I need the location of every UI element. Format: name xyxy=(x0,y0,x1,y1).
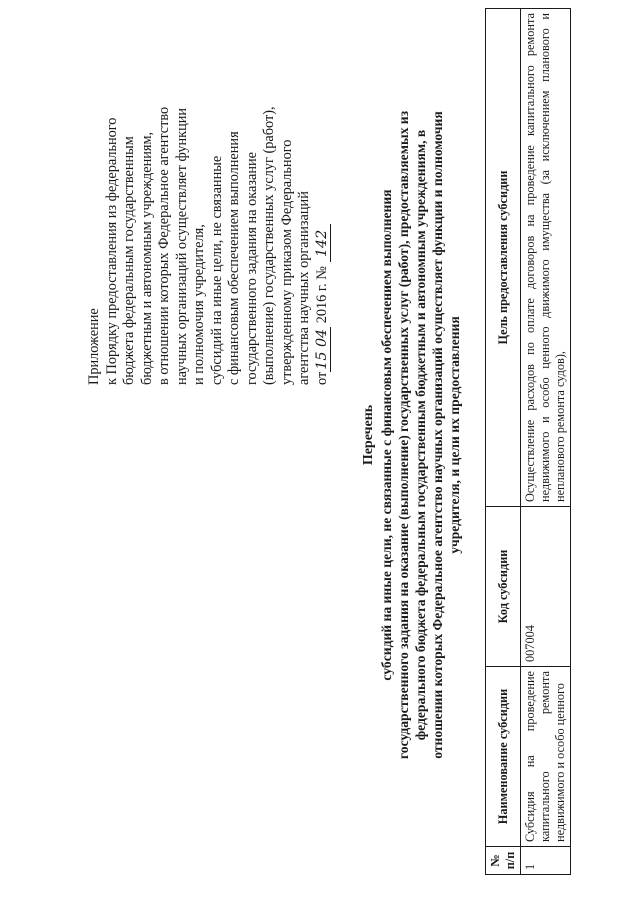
appendix-line: бюджетным и автономным учреждениям, xyxy=(138,131,155,385)
date-prefix: от xyxy=(313,371,330,385)
handwritten-order-number: 142 xyxy=(315,224,331,262)
cell-code: 007004 xyxy=(521,507,571,667)
table-row xyxy=(521,9,571,875)
appendix-line: научных организаций осуществляет функции xyxy=(173,107,190,385)
title-line: субсидий на иные цели, не связанные с финансовым обеспечением выполнения xyxy=(379,189,394,681)
appendix-line: Приложение xyxy=(86,308,102,385)
document-title xyxy=(360,0,463,875)
subsidies-table xyxy=(485,8,571,875)
header-name: Наименование субсидии xyxy=(486,667,521,847)
title-line: отношении которых Федеральное агентство научных организаций осуществляет функции и полномочия xyxy=(430,111,445,759)
appendix-line: в отношении которых Федеральное агентство xyxy=(156,106,172,385)
title-line: федерального бюджета федеральным государственным бюджетным и автономным учреждениям, в xyxy=(413,129,428,741)
title-heading: Перечень xyxy=(361,404,376,466)
order-date-line xyxy=(314,25,332,385)
appendix-line: государственного задания на оказание xyxy=(243,152,260,385)
appendix-line: утвержденному приказом Федерального xyxy=(278,139,295,385)
cell-name: Субсидия на проведение капитального ремонта недвижимого и особо ценного xyxy=(521,667,571,847)
appendix-line: (выполнение) государственных услуг (работ), xyxy=(261,106,277,385)
title-line: государственного задания на оказание (выполнение) государственных услуг (работ), предоставляемых из xyxy=(396,110,411,760)
handwritten-date: 15 04 xyxy=(313,328,330,370)
table-header-row xyxy=(486,9,521,875)
date-year: 2016 г. № xyxy=(313,266,330,324)
appendix-line: агентства научных организаций xyxy=(296,191,312,385)
header-num: № п/п xyxy=(486,847,521,875)
cell-num: 1 xyxy=(521,847,571,875)
appendix-line: и полномочия учредителя, xyxy=(191,224,207,385)
header-goal: Цель предоставления субсидии xyxy=(486,9,521,507)
appendix-block xyxy=(86,25,331,385)
appendix-line: с финансовым обеспечением выполнения xyxy=(226,131,242,385)
title-line: учредителя, и цели их предоставления xyxy=(447,316,462,554)
cell-goal: Осуществление расходов по оплате договоров на проведение капитального ремонта недвижимого и особо ценного движимого имущества (за исключением планового и непланового ремонта судов), xyxy=(521,9,571,507)
header-code: Код субсидии xyxy=(486,507,521,667)
appendix-line: субсидий на иные цели, не связанные xyxy=(208,155,225,385)
appendix-line: бюджета федеральным государственным xyxy=(121,136,137,385)
appendix-line: к Порядку предоставления из федерального xyxy=(103,117,120,385)
